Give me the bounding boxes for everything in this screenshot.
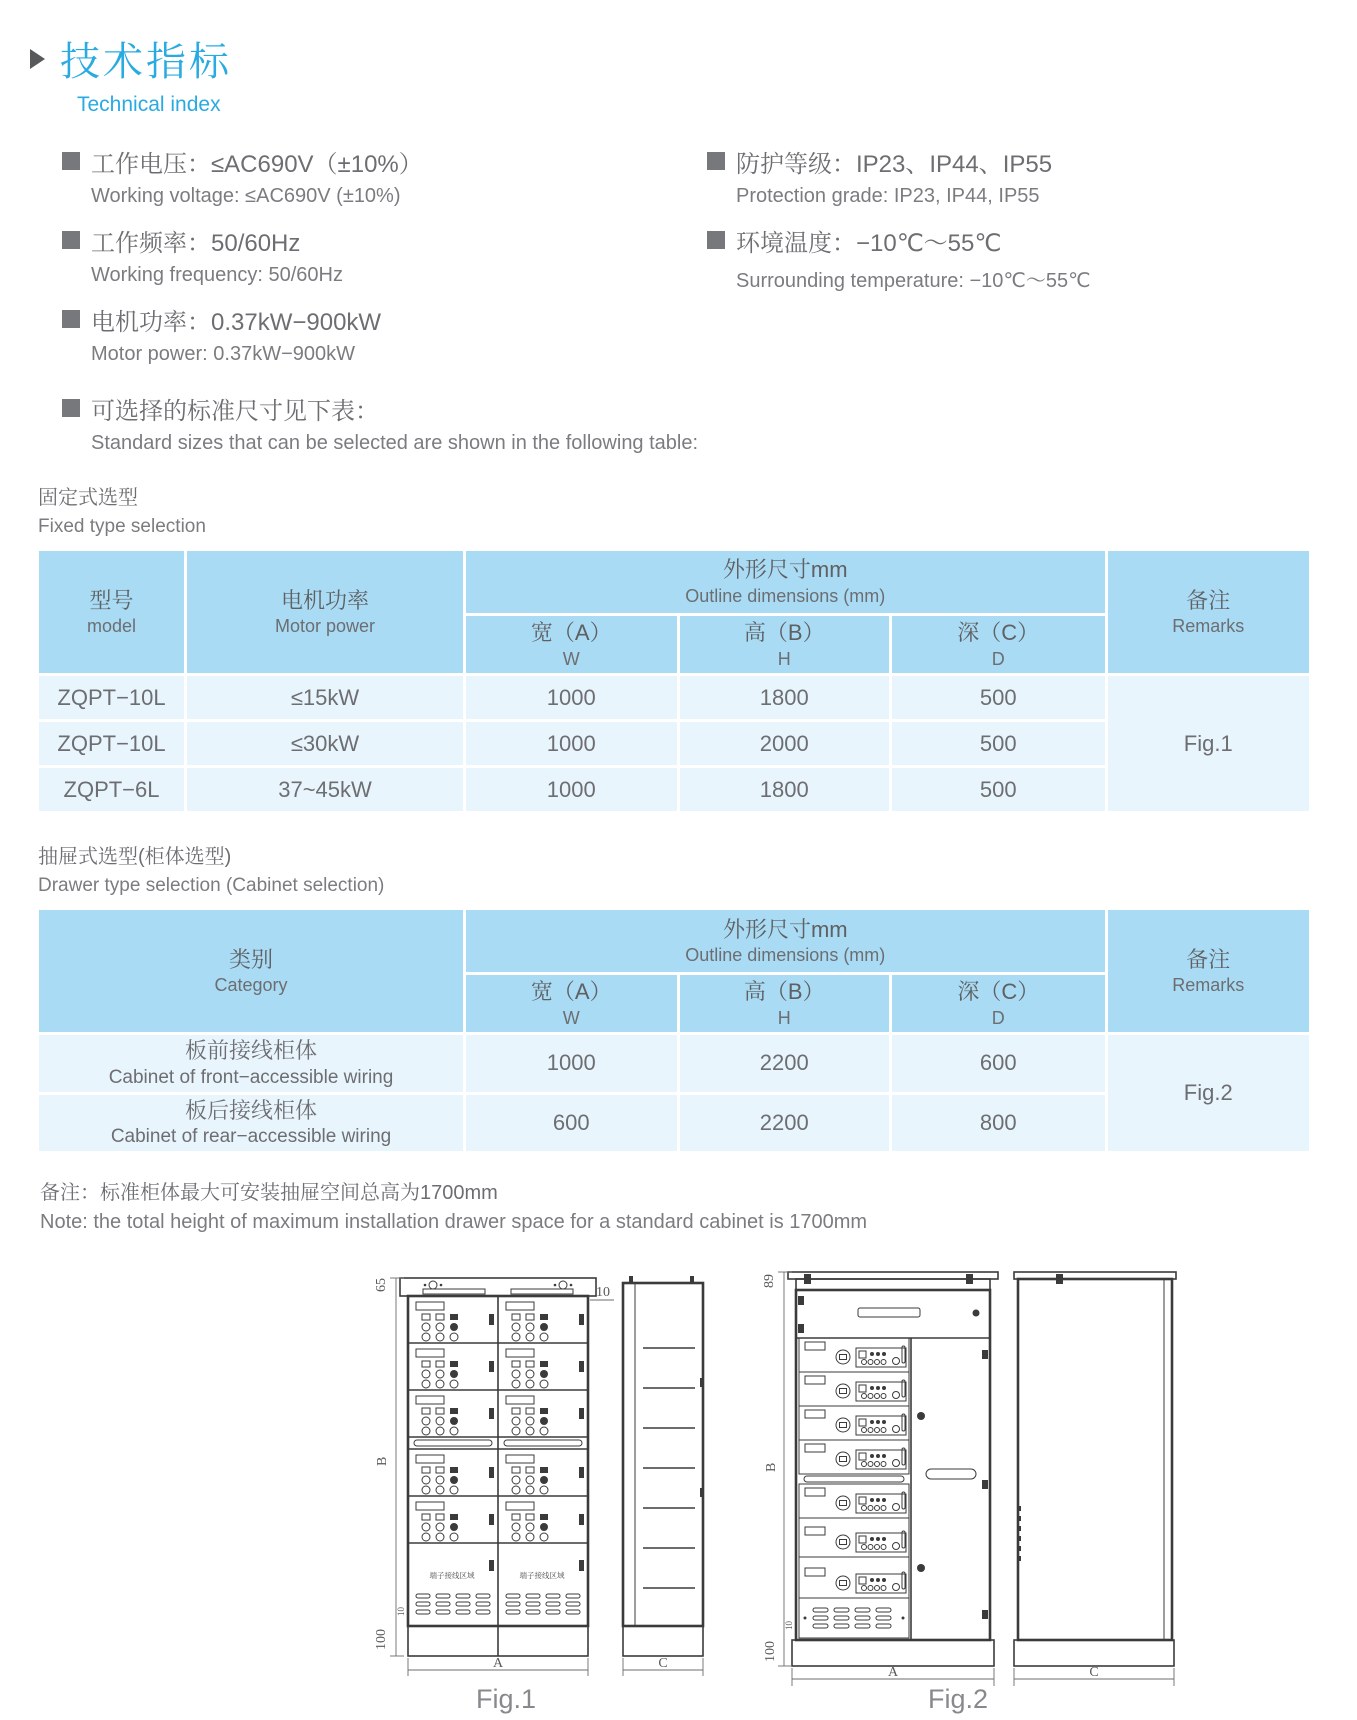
fixed-type-table [36,548,1312,814]
spec-column-right [707,143,1267,380]
cell-height: 2200 [680,1035,889,1091]
fig2-drawer-cabinet-drawing [758,1238,1188,1720]
terminal-area-label: 端子接线区域 [429,1570,475,1580]
cell-depth: 500 [892,676,1105,719]
right-triangle-icon [30,49,45,69]
square-bullet-icon [62,152,80,170]
dim-label-89: 89 [762,1273,777,1288]
dim-label-10-small: 10 [396,1606,406,1616]
spec-cn-text: 工作电压：≤AC690V（±10%） [91,150,423,178]
spec-working-voltage [62,143,707,208]
dim-label-10-small: 10 [784,1620,794,1630]
cell-model: ZQPT−6L [39,768,184,811]
col-header-category: 类别 Category [39,910,463,1032]
spec-cn-text: 电机功率：0.37kW−900kW [91,308,382,336]
cell-depth: 500 [892,768,1105,811]
footnote-en: Note: the total height of maximum installation drawer space for a standard cabinet is 1700mm [40,1210,868,1233]
cell-height: 1800 [680,768,889,811]
spec-cn-text: 环境温度：−10℃～55℃ [736,229,1002,257]
cell-power: ≤30kW [187,722,463,765]
cell-height: 2000 [680,722,889,765]
dim-label-a: A [492,1655,504,1671]
dim-label-10: 10 [596,1284,610,1300]
square-bullet-icon [62,399,80,417]
cell-category: 板前接线柜体 Cabinet of front−accessible wiring [39,1035,463,1091]
col-header-depth: 深（C） D [892,975,1105,1032]
spec-en-text: Working frequency: 50/60Hz [91,264,343,286]
cell-model: ZQPT−10L [39,722,184,765]
section-title-cn: 固定式选型 [38,487,138,509]
spec-en-text: Working voltage: ≤AC690V (±10%) [91,185,401,207]
col-header-motor-power: 电机功率 Motor power [187,551,463,673]
col-header-height: 高（B） H [680,616,889,673]
col-header-width: 宽（A） W [466,616,677,673]
cell-remarks: Fig.2 [1108,1035,1309,1151]
page-title: 技术指标 [60,40,232,84]
spec-cn-text: 可选择的标准尺寸见下表： [91,397,379,425]
cell-power: ≤15kW [187,676,463,719]
section-title-en: Drawer type selection (Cabinet selection) [38,875,385,897]
spec-surrounding-temperature [707,222,1267,293]
cell-width: 1000 [466,1035,677,1091]
page-header [0,0,1357,117]
dim-label-b: B [375,1456,390,1466]
square-bullet-icon [62,231,80,249]
spec-list [62,143,1357,380]
cell-width: 1000 [466,722,677,765]
section-fixed-type [38,481,1357,538]
table-row [39,1035,1309,1091]
cell-depth: 500 [892,722,1105,765]
drawer-type-table [36,907,1312,1154]
page-subtitle: Technical index [77,93,221,116]
col-header-remarks: 备注 Remarks [1108,551,1309,673]
cell-depth: 800 [892,1095,1105,1151]
spec-working-frequency [62,222,707,287]
fig2-side-view [1014,1272,1176,1666]
square-bullet-icon [707,152,725,170]
cell-width: 1000 [466,676,677,719]
fig2-caption: Fig.2 [927,1683,989,1714]
dim-label-b: B [764,1462,779,1472]
col-header-depth: 深（C） D [892,616,1105,673]
dim-label-a: A [887,1664,899,1680]
spec-en-text: Standard sizes that can be selected are shown in the following table: [91,432,699,454]
col-header-outline-dimensions: 外形尺寸mm Outline dimensions (mm) [466,551,1105,613]
fig1-side-view [623,1276,704,1656]
footnote [40,1176,1357,1234]
col-header-outline-dimensions: 外形尺寸mm Outline dimensions (mm) [466,910,1105,972]
dim-label-c: C [1089,1664,1099,1680]
figure-area [338,1238,1357,1720]
cell-height: 2200 [680,1095,889,1151]
fig1-caption: Fig.1 [475,1683,537,1714]
cell-category: 板后接线柜体 Cabinet of rear−accessible wiring [39,1095,463,1151]
spec-protection-grade [707,143,1267,208]
section-title-en: Fixed type selection [38,516,206,537]
col-header-height: 高（B） H [680,975,889,1032]
spec-cn-text: 工作频率：50/60Hz [91,229,301,257]
square-bullet-icon [707,231,725,249]
cell-depth: 600 [892,1035,1105,1091]
terminal-area-label: 端子接线区域 [519,1570,565,1580]
dim-label-100: 100 [374,1628,389,1650]
spec-en-text: Protection grade: IP23, IP44, IP55 [736,185,1040,207]
col-header-remarks: 备注 Remarks [1108,910,1309,1032]
cell-remarks: Fig.1 [1108,676,1309,811]
spec-motor-power [62,301,707,366]
dim-label-c: C [658,1655,668,1671]
cell-width: 600 [466,1095,677,1151]
section-drawer-type [38,840,1357,897]
col-header-model: 型号 model [39,551,184,673]
spec-column-left [62,143,707,380]
fig2-front-view [788,1272,998,1666]
table-row [39,676,1309,719]
spec-en-text: Motor power: 0.37kW−900kW [91,343,355,365]
dim-label-100: 100 [763,1640,778,1662]
dim-label-65: 65 [374,1277,389,1292]
spec-en-text: Surrounding temperature: −10℃～55℃ [736,270,1091,292]
fig1-fixed-cabinet-drawing [338,1238,718,1720]
cell-width: 1000 [466,768,677,811]
footnote-cn: 备注：标准柜体最大可安装抽屉空间总高为1700mm [40,1181,498,1204]
spec-cn-text: 防护等级：IP23、IP44、IP55 [736,150,1053,178]
spec-table-intro [62,390,1357,455]
section-title-cn: 抽屉式选型(柜体选型) [38,846,232,869]
cell-power: 37~45kW [187,768,463,811]
fig1-front-view [400,1278,596,1656]
col-header-width: 宽（A） W [466,975,677,1032]
square-bullet-icon [62,310,80,328]
cell-height: 1800 [680,676,889,719]
cell-model: ZQPT−10L [39,676,184,719]
